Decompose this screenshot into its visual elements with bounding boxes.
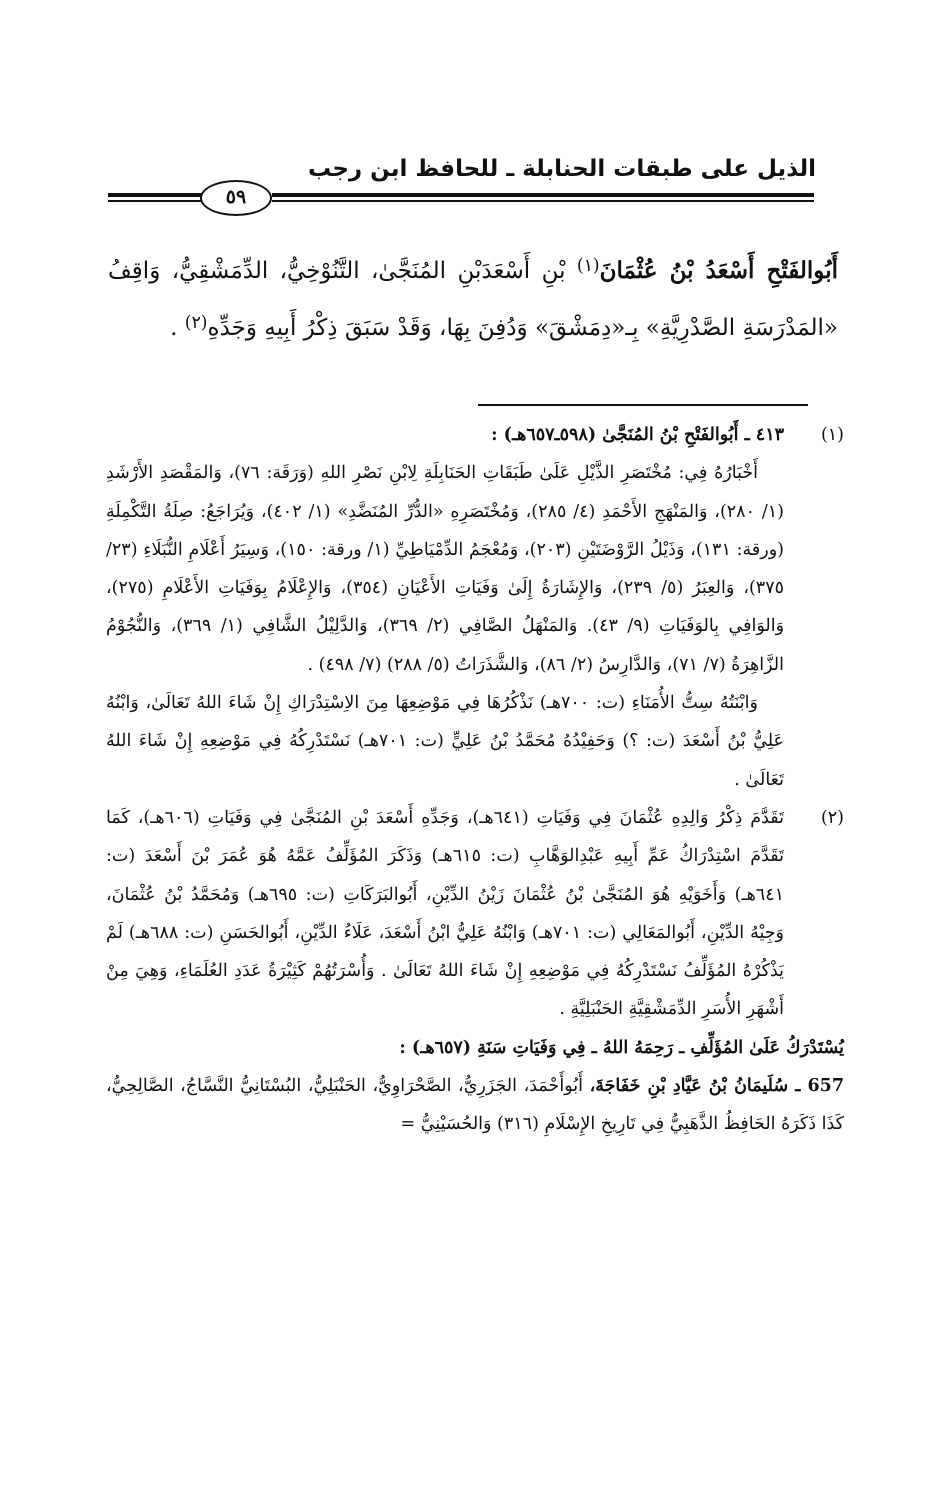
entry-text-end: . xyxy=(170,314,185,341)
footnote-paragraph: أَخْبَارُهُ فِي: مُخْتَصَرِ الذَّيْلِ عَلَىٰ طَبَقَاتِ الحَنَابِلَةِ لِابْنِ نَصْرِ اللهِ (وَرَقَة: ٧٦)، وَالمَقْصَدِ الأَرْشَدِ (١/ ٢٨٠)، وَالمَنْهَجِ الأَحْمَدِ (٤/ ٢٨٥)، وَمُخْتَصَرِهِ «الدُّرِّ المُنَضَّدِ» (١/ ٤٠٢)، وَيُرَاجَعُ: صِلَةُ التَّكْمِلَةِ (ورقة: ١٣١)، وَذَيْلُ الرَّوْضَتَيْنِ (٢٠٣)، وَمُعْجَمُ الدِّمْيَاطِيِّ (١/ ورقة: ١٥٠)، وَسِيَرُ أَعْلَامِ النُّبَلَاءِ (٢٣/ ٣٧٥)، وَالعِبَرُ (٥/ ٢٣٩)، وَالإِشَارَةُ إِلَىٰ وَفَيَاتِ الأَعْيَانِ (٣٥٤)، وَالإِعْلَامُ بِوَفَيَاتِ الأَعْلَامِ (٢٧٥)، وَالوَافِي بِالوَفَيَاتِ (٩/ ٤٣). وَالمَنْهَلُ الصَّافِي (٢/ ٣٦٩)، وَالدَّلِيْلُ الشَّافِي (١/ ٣٦٩)، وَالنُّجُوْمُ الزَّاهِرَةُ (٧/ ٧١)، وَالدَّارِسُ (٢/ ٨٦)، وَالشَّذَرَاتُ (٥/ ٢٨٨) (٧/ ٤٩٨) . xyxy=(106,463,785,675)
footnote-heading: ٤١٣ ـ أَبُوالفَتْحِ بْنُ المُنَجَّىٰ (٥٩٨ـ٦٥٧هـ) : xyxy=(491,425,784,445)
footnote-marker: (٢) xyxy=(820,807,844,828)
addendum-heading: يُسْتَدْرَكُ عَلَىٰ المُؤَلِّفِ ـ رَحِمَهُ اللهُ ـ فِي وَفَيَاتِ سَنَةِ (٦٥٧هـ) : xyxy=(399,1037,844,1058)
footnote-paragraph: تَقَدَّمَ ذِكْرُ وَالِدِهِ عُثْمَانَ فِي وَفَيَاتِ (٦٤١هـ)، وَجَدِّهِ أَسْعَدَ بْنِ المُنَجَّىٰ فِي وَفَيَاتِ (٦٠٦هـ)، كَمَا تَقَدَّمَ اسْتِدْرَاكُ عَمِّ أَبِيهِ عَبْدِالوَهَّابِ (ت: ٦١٥هـ) وَذَكَرَ المُؤَلِّفُ عَمَّهُ هُوَ عُمَرَ بْنَ أَسْعَدَ (ت: ٦٤١هـ) وَأَخَوَيْهِ هُوَ المُنَجَّىٰ بْنُ عُثْمَانَ زَيْنُ الدِّيْنِ، أَبُوالبَرَكَاتِ (ت: ٦٩٥هـ) وَمُحَمَّدُ بْنُ عُثْمَانَ، وَجِيْهُ الدِّيْنِ، أَبُوالمَعَالِي (ت: ٧٠١هـ) وَابْنُهُ عَلِيُّ ابْنُ أَسْعَدَ، عَلَاءُ الدِّيْنِ، أَبُوالحَسَنِ (ت: ٦٨٨هـ) لَمْ يَذْكُرْهُ المُؤَلِّفُ نَسْتَدْرِكُهُ فِي مَوْضِعِهِ إِنْ شَاءَ اللهُ تَعَالَىٰ . وَأُسْرَتُهُمْ كَثِيْرَةُ عَدَدِ العُلَمَاءِ، وَهِيَ مِنْ أَشْهَرِ الأُسَرِ الدِّمَشْقِيَّةِ الحَنْبَلِيَّةِ . xyxy=(106,807,785,1020)
footnote-1 xyxy=(106,416,844,799)
header-rule-thick xyxy=(108,193,202,197)
entry-text: بْنِ أَسْعَدَبْنِ المُنَجَّىٰ، التَّنُوْخِيُّ، الدِّمَشْقِيُّ، وَاقِفُ «المَدْرَسَةِ الصَّدْرِيَّةِ» بِـ«دِمَشْقَ» وَدُفِنَ بِهَا، وَقَدْ سَبَقَ ذِكْرُ أَبِيهِ وَجَدِّهِ xyxy=(108,257,838,341)
footnote-paragraph: وَابْنَتُهُ سِتُّ الأُمَنَاءِ (ت: ٧٠٠هـ) نَذْكُرُهَا فِي مَوْضِعِهَا مِنَ الاِسْتِدْرَاكِ إِنْ شَاءَ اللهُ تَعَالَىٰ، وَابْنُهُ عَلِيُّ بْنُ أَسْعَدَ (ت: ؟) وَحَفِيْدُهُ مُحَمَّدُ بْنُ عَلِيٍّ (ت: ٧٠١هـ) نَسْتَدْرِكُهُ فِي مَوْضِعِهِ إِنْ شَاءَ اللهُ تَعَالَىٰ . xyxy=(106,693,784,790)
entry-text: أَبُوأَحْمَدَ، الجَزَرِيُّ، الصَّحْرَاوِيُّ، الحَنْبَلِيُّ، البُسْتَانِيُّ النَّسَّاجُ، الصَّالِحِيُّ، كَذَا ذَكَرَهُ الحَافِظُ الذَّهَبِيُّ فِي تَارِيخِ الإِسْلَامِ (٣١٦) وَالحُسَيْنِيُّ = xyxy=(106,1076,844,1135)
header-rule-thin xyxy=(108,200,202,202)
page-number: ٥٩ xyxy=(200,180,272,216)
addendum-entry xyxy=(106,1067,844,1144)
header-rule-thin xyxy=(272,200,814,202)
header-rule-right xyxy=(272,193,814,203)
header-rule-thick xyxy=(272,193,814,197)
footnote-2 xyxy=(106,799,844,1029)
entry-number: 657 xyxy=(807,1076,844,1097)
entry-name: أَبُوالفَتْحِ أَسْعَدُ بْنُ عُثْمَانَ xyxy=(599,256,838,284)
footnote-marker: (١) xyxy=(820,425,844,445)
entry-name: ـ سُلَيمَانُ بْنُ عَيَّادِ بْنِ خَفَاجَةَ، xyxy=(589,1076,808,1097)
header-rule-left xyxy=(108,193,202,203)
footnotes xyxy=(106,416,844,1144)
footnote-ref-1: (١) xyxy=(576,256,600,276)
footnote-separator xyxy=(478,404,808,406)
running-title: الذيل على طبقات الحنابلة ـ للحافظ ابن رجب xyxy=(307,156,816,182)
main-entry xyxy=(108,240,838,354)
footnote-ref-2: (٢) xyxy=(184,312,208,333)
